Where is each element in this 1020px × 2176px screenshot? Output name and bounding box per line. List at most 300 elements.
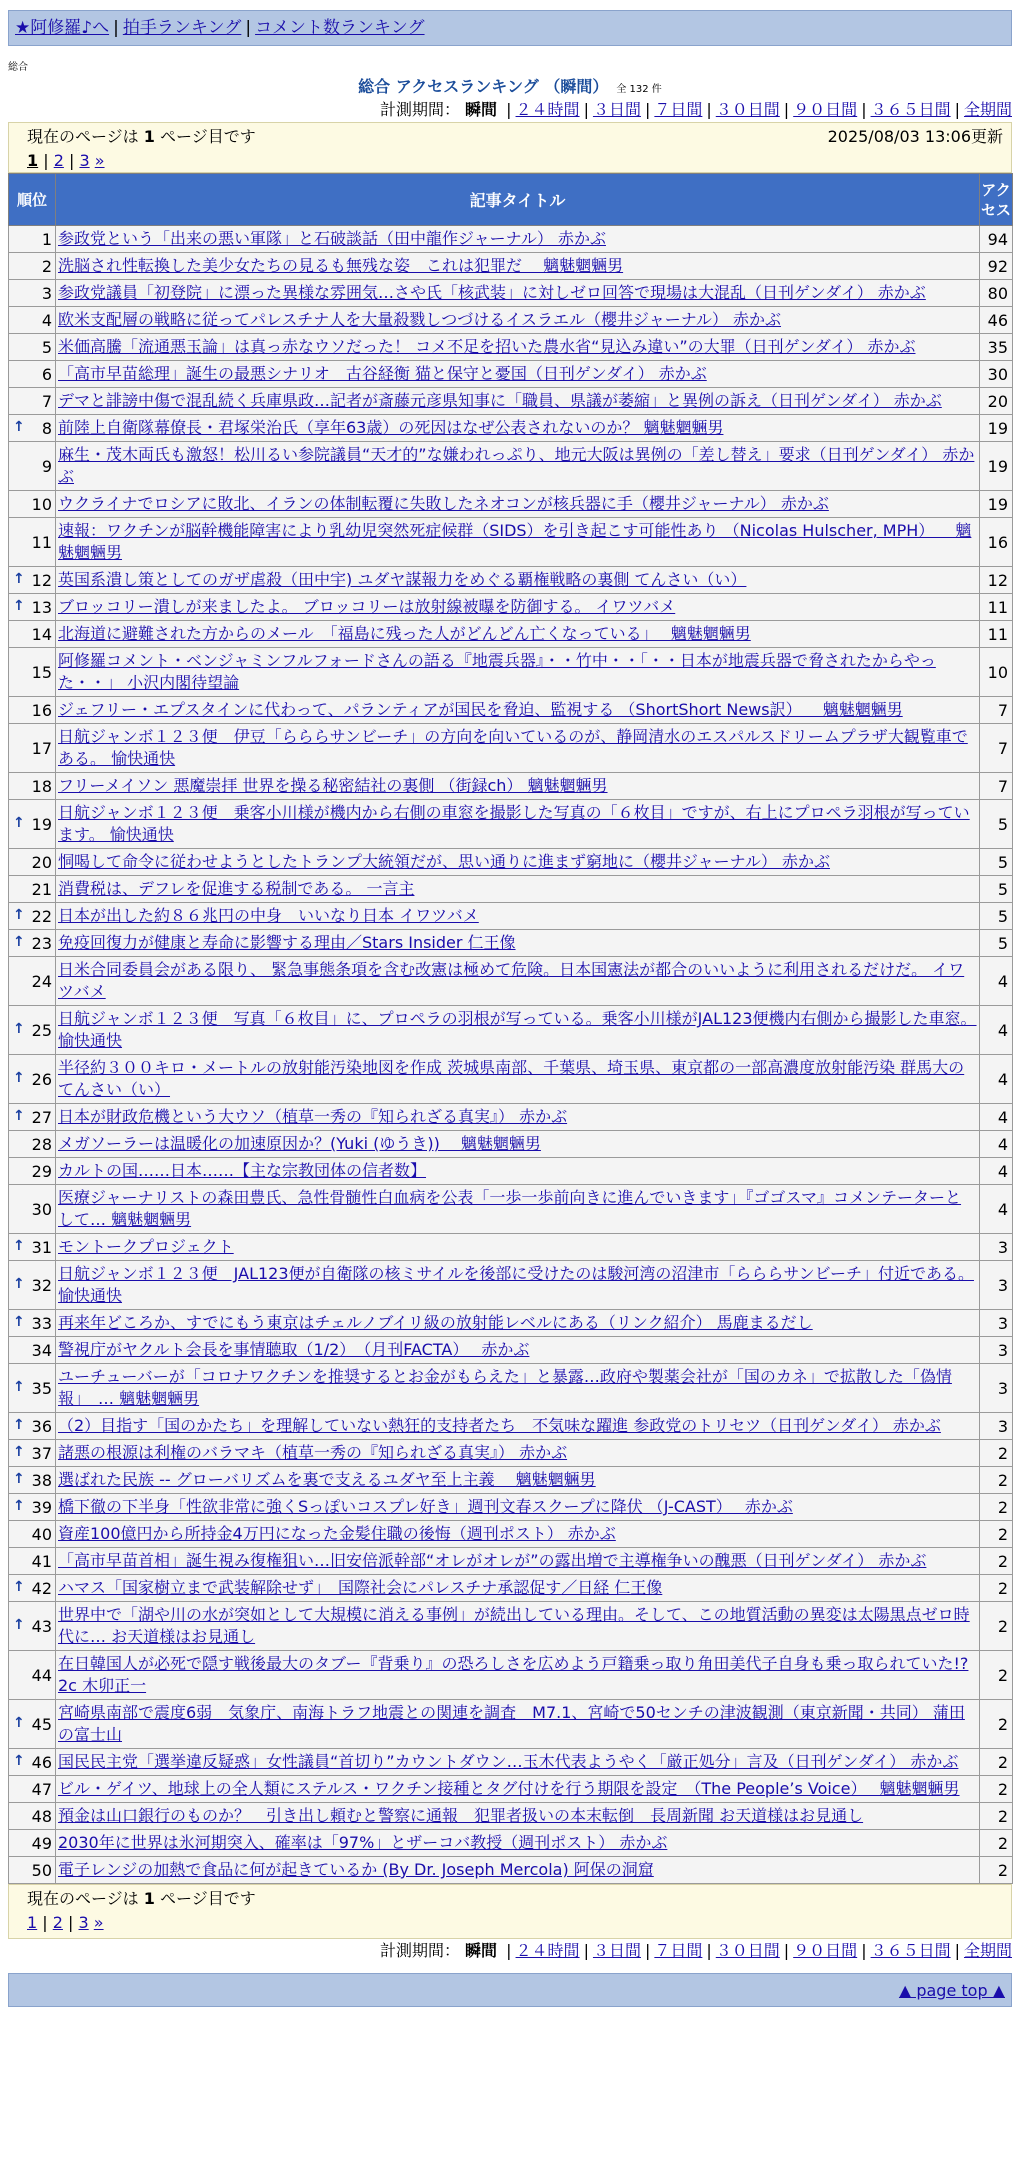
- up-arrow-icon: ↑: [13, 1416, 25, 1433]
- article-link[interactable]: 医療ジャーナリストの森田豊氏、急性骨髄性白血病を公表「一歩一歩前向きに進んでいきます」『ゴゴスマ』コメンテーターとして… 魑魅魍魎男: [58, 1188, 962, 1229]
- page-separator: |: [62, 1913, 79, 1932]
- rank-cell: [9, 307, 56, 334]
- title-cell: [56, 800, 980, 849]
- article-link[interactable]: 半径約３００キロ・メートルの放射能汚染地図を作成 茨城県南部、千葉県、埼玉県、東京都の一部高濃度放射能汚染 群馬大のてんさい（い）: [58, 1058, 965, 1099]
- period-separator: |: [706, 1941, 712, 1960]
- period-label: 計測期間：: [379, 1941, 460, 1960]
- rank-cell: [9, 648, 56, 697]
- rank-number: 9: [41, 456, 52, 476]
- table-row: [9, 876, 1013, 903]
- table-row: [9, 1006, 1013, 1055]
- article-link[interactable]: 消費税は、デフレを促進する税制である。 一言主: [58, 879, 415, 898]
- table-row: [9, 280, 1013, 307]
- rank-cell: [9, 1602, 56, 1651]
- access-count: 3: [980, 1337, 1013, 1364]
- access-count: 2: [980, 1602, 1013, 1651]
- current-page-link[interactable]: 1: [27, 1913, 38, 1932]
- article-link[interactable]: 選ばれた民族 -- グローバリズムを裏で支えるユダヤ至上主義 魑魅魍魎男: [58, 1470, 596, 1489]
- rank-number: 23: [31, 933, 52, 953]
- ranking-body: [9, 226, 1013, 1884]
- up-arrow-icon: ↑: [13, 906, 25, 923]
- table-row: [9, 307, 1013, 334]
- table-row: [9, 1440, 1013, 1467]
- rank-number: 24: [31, 971, 52, 991]
- rank-cell: [9, 1310, 56, 1337]
- footer-bar: [8, 1973, 1012, 2007]
- article-link[interactable]: 速報：ワクチンが脳幹機能障害により乳幼児突然死症候群（SIDS）を引き起こす可能性あり （Nicolas Hulscher, MPH） 魑魅魍魎男: [58, 521, 972, 562]
- article-link[interactable]: メガソーラーは温暖化の加速原因か？(Yuki (ゆうき)) 魑魅魍魎男: [58, 1134, 541, 1153]
- up-arrow-icon: ↑: [13, 418, 25, 435]
- table-row: [9, 1158, 1013, 1185]
- rank-number: 12: [31, 570, 52, 590]
- nav-separator: |: [113, 18, 119, 38]
- table-row: [9, 594, 1013, 621]
- article-link[interactable]: フリーメイソン 悪魔崇拝 世界を操る秘密結社の裏側 （街録ch） 魑魅魍魎男: [58, 776, 608, 795]
- up-arrow-icon: ↑: [13, 1443, 25, 1460]
- period-link[interactable]: ３０日間: [715, 100, 780, 119]
- title-cell: [56, 849, 980, 876]
- page-link[interactable]: 2: [53, 151, 64, 170]
- up-arrow-icon: ↑: [13, 1107, 25, 1124]
- access-count: 4: [980, 1104, 1013, 1131]
- title-cell: [56, 621, 980, 648]
- period-link[interactable]: ９０日間: [793, 100, 858, 119]
- rank-cell: [9, 567, 56, 594]
- title-cell: [56, 226, 980, 253]
- title-cell: [56, 1749, 980, 1776]
- article-link[interactable]: 諸悪の根源は利権のバラマキ（植草一秀の『知られざる真実』） 赤かぶ: [58, 1443, 568, 1462]
- access-count: 3: [980, 1413, 1013, 1440]
- rank-number: 14: [31, 624, 52, 644]
- title-row: [8, 76, 1012, 98]
- rank-cell: [9, 1521, 56, 1548]
- article-link[interactable]: 2030年に世界は氷河期突入、確率は「97%」とザーコバ教授（週刊ポスト） 赤かぶ: [58, 1833, 668, 1852]
- table-row: [9, 621, 1013, 648]
- title-cell: [56, 567, 980, 594]
- rank-number: 28: [31, 1134, 52, 1154]
- period-link[interactable]: 全期間: [963, 1941, 1012, 1960]
- table-row: [9, 1467, 1013, 1494]
- rank-cell: [9, 361, 56, 388]
- title-cell: [56, 724, 980, 773]
- up-arrow-icon: ↑: [13, 933, 25, 950]
- title-cell: [56, 415, 980, 442]
- table-row: [9, 957, 1013, 1006]
- title-cell: [56, 361, 980, 388]
- title-cell: [56, 1602, 980, 1651]
- rank-cell: [9, 280, 56, 307]
- up-arrow-icon: ↑: [13, 570, 25, 587]
- total-count: 全 132 件: [616, 84, 662, 95]
- rank-cell: [9, 1055, 56, 1104]
- period-separator: |: [506, 100, 512, 119]
- table-row: [9, 1413, 1013, 1440]
- rank-number: 21: [31, 879, 52, 899]
- rank-cell: [9, 1548, 56, 1575]
- table-row: [9, 1131, 1013, 1158]
- access-count: 2: [980, 1749, 1013, 1776]
- article-link[interactable]: ジェフリー・エプスタインに代わって、パランティアが国民を脅迫、監視する （ShortShort News訳） 魑魅魍魎男: [58, 700, 903, 719]
- article-link[interactable]: 英国系潰し策としてのガザ虐殺（田中宇) ユダヤ謀報力をめぐる覇権戦略の裏側 てんさい（い）: [58, 570, 747, 589]
- article-link[interactable]: 「高市早苗首相」誕生視み復権狙い…旧安倍派幹部“オレがオレが”の露出増で主導権争いの醜悪（日刊ゲンダイ） 赤かぶ: [58, 1551, 927, 1570]
- article-link[interactable]: 日航ジャンボ１２３便 写真「６枚目」に、プロペラの羽根が写っている。乗客小川様がJAL123便機内右側から撮影した車窓。 愉快通快: [58, 1009, 977, 1050]
- access-count: 2: [980, 1548, 1013, 1575]
- article-link[interactable]: 洗脳され性転換した美少女たちの見るも無残な姿 これは犯罪だ 魑魅魍魎男: [58, 256, 624, 275]
- article-link[interactable]: 日米合同委員会がある限り、 緊急事態条項を含む改憲は極めて危険。日本国憲法が都合のいいように利用されるだけだ。 イワツバメ: [58, 960, 965, 1001]
- rank-number: 22: [31, 906, 52, 926]
- table-row: [9, 1521, 1013, 1548]
- rank-number: 11: [31, 532, 52, 552]
- title-cell: [56, 1776, 980, 1803]
- rank-number: 33: [31, 1313, 52, 1333]
- period-link[interactable]: ２４時間: [515, 1941, 580, 1960]
- period-separator: |: [583, 1941, 589, 1960]
- title-cell: [56, 648, 980, 697]
- rank-number: 13: [31, 597, 52, 617]
- rank-cell: [9, 1006, 56, 1055]
- article-link[interactable]: カルトの国……日本……【主な宗教団体の信者数】: [58, 1161, 427, 1180]
- table-row: [9, 724, 1013, 773]
- title-cell: [56, 903, 980, 930]
- article-link[interactable]: 免疫回復力が健康と寿命に影響する理由／Stars Insider 仁王像: [58, 933, 516, 952]
- period-link[interactable]: ３６５日間: [870, 1941, 951, 1960]
- home-link[interactable]: ★阿修羅♪へ: [15, 18, 110, 38]
- period-separator: |: [506, 1941, 512, 1960]
- page-separator: |: [37, 1913, 53, 1932]
- period-separator: |: [583, 100, 589, 119]
- article-link[interactable]: ビル・ゲイツ、地球上の全人類にステルス・ワクチン接種とタグ付けを行う期限を設定 （The People’s Voice） 魑魅魍魎男: [58, 1779, 960, 1798]
- period-link[interactable]: ３６５日間: [870, 100, 951, 119]
- table-row: [9, 388, 1013, 415]
- access-count: 19: [980, 442, 1013, 491]
- table-row: [9, 1651, 1013, 1700]
- article-link[interactable]: 米価高騰「流通悪玉論」は真っ赤なウソだった！ コメ不足を招いた農水省“見込み違い”の大罪（日刊ゲンダイ） 赤かぶ: [58, 337, 916, 356]
- article-link[interactable]: 日本が財政危機という大ウソ（植草一秀の『知られざる真実』） 赤かぶ: [58, 1107, 568, 1126]
- up-arrow-icon: ↑: [13, 1714, 25, 1731]
- title-cell: [56, 1104, 980, 1131]
- access-count: 5: [980, 903, 1013, 930]
- rank-number: 32: [31, 1275, 52, 1295]
- table-row: [9, 1337, 1013, 1364]
- table-row: [9, 1261, 1013, 1310]
- comment-ranking-link[interactable]: コメント数ランキング: [255, 18, 425, 38]
- up-arrow-icon: ↑: [13, 1578, 25, 1595]
- rank-cell: [9, 1104, 56, 1131]
- article-link[interactable]: 宮崎県南部で震度6弱 気象庁、南海トラフ地震との関連を調査 M7.1、宮崎で50センチの津波観測（東京新聞・共同） 蒲田の富士山: [58, 1703, 965, 1744]
- access-count: 7: [980, 773, 1013, 800]
- article-link[interactable]: 資産100億円から所持金4万円になった金髪住職の後悔（週刊ポスト） 赤かぶ: [58, 1524, 616, 1543]
- period-separator: |: [954, 1941, 960, 1960]
- rank-number: 15: [31, 662, 52, 682]
- rank-number: 43: [31, 1616, 52, 1636]
- access-count: 5: [980, 876, 1013, 903]
- title-cell: [56, 442, 980, 491]
- access-count: 30: [980, 361, 1013, 388]
- rank-number: 8: [41, 418, 52, 438]
- rank-number: 34: [31, 1340, 52, 1360]
- rank-cell: [9, 1494, 56, 1521]
- table-row: [9, 253, 1013, 280]
- access-header: アクセス: [980, 174, 1013, 226]
- rank-number: 19: [31, 814, 52, 834]
- access-count: 94: [980, 226, 1013, 253]
- rank-number: 2: [41, 256, 52, 276]
- rank-number: 48: [31, 1806, 52, 1826]
- next-page-link[interactable]: »: [94, 151, 105, 170]
- table-row: [9, 361, 1013, 388]
- article-link[interactable]: 「高市早苗総理」誕生の最悪シナリオ 古谷経衡 猫と保守と憂国（日刊ゲンダイ） 赤かぶ: [58, 364, 707, 383]
- article-link[interactable]: 北海道に避難された方からのメール 「福島に残った人がどんどん亡くなっている」 魑魅魍魎男: [58, 624, 751, 643]
- rank-number: 1: [41, 229, 52, 249]
- article-link[interactable]: 欧米支配層の戦略に従ってパレスチナ人を大量殺戮しつづけるイスラエル（櫻井ジャーナル） 赤かぶ: [58, 310, 782, 329]
- table-row: [9, 1749, 1013, 1776]
- rank-number: 41: [31, 1551, 52, 1571]
- rank-cell: [9, 621, 56, 648]
- table-row: [9, 1857, 1013, 1884]
- title-cell: [56, 1261, 980, 1310]
- article-link[interactable]: ハマス「国家樹立まで武装解除せず」 国際社会にパレスチナ承認促す／日経 仁王像: [58, 1578, 663, 1597]
- rank-cell: [9, 226, 56, 253]
- rank-header: 順位: [9, 174, 56, 226]
- table-row: [9, 903, 1013, 930]
- period-link[interactable]: ３日間: [592, 1941, 641, 1960]
- title-cell: [56, 1131, 980, 1158]
- title-cell: [56, 1185, 980, 1234]
- rank-cell: [9, 849, 56, 876]
- article-link[interactable]: 世界中で「湖や川の水が突如として大規模に消える事例」が続出している理由。そして、この地質活動の異変は太陽黒点ゼロ時代に… お天道様はお見通し: [58, 1605, 970, 1646]
- table-row: [9, 800, 1013, 849]
- rank-cell: [9, 1364, 56, 1413]
- period-separator: |: [954, 100, 960, 119]
- title-cell: [56, 334, 980, 361]
- access-count: 7: [980, 697, 1013, 724]
- table-row: [9, 648, 1013, 697]
- up-arrow-icon: ↑: [13, 1275, 25, 1292]
- page-status: 現在のページは 1 ページ目です: [27, 127, 256, 146]
- title-cell: [56, 1575, 980, 1602]
- title-cell: [56, 1310, 980, 1337]
- title-cell: [56, 518, 980, 567]
- table-row: [9, 1830, 1013, 1857]
- article-link[interactable]: 警視庁がヤクルト会長を事情聴取（1/2） （月刊FACTA） 赤かぶ: [58, 1340, 530, 1359]
- rank-cell: [9, 1440, 56, 1467]
- article-link[interactable]: ユーチューバーが「コロナワクチンを推奨するとお金がもらえた」と暴露…政府や製薬会社が「国のカネ」で拡散した「偽情報」 … 魑魅魍魎男: [58, 1367, 952, 1408]
- up-arrow-icon: ↑: [13, 814, 25, 831]
- access-count: 92: [980, 253, 1013, 280]
- rank-number: 39: [31, 1497, 52, 1517]
- access-count: 3: [980, 1310, 1013, 1337]
- clap-ranking-link[interactable]: 拍手ランキング: [122, 18, 242, 38]
- title-cell: [56, 957, 980, 1006]
- article-link[interactable]: 日航ジャンボ１２３便 乗客小川様が機内から右側の車窓を撮影した写真の「６枚目」ですが、右上にプロペラ羽根が写っています。 愉快通快: [58, 803, 970, 844]
- current-page-link[interactable]: 1: [27, 151, 39, 170]
- title-cell: [56, 697, 980, 724]
- rank-cell: [9, 1185, 56, 1234]
- table-row: [9, 930, 1013, 957]
- rank-number: 47: [31, 1779, 52, 1799]
- up-arrow-icon: ↑: [13, 1752, 25, 1769]
- pager-bottom: [8, 1884, 1012, 1939]
- access-count: 2: [980, 1440, 1013, 1467]
- page-link[interactable]: 3: [79, 151, 90, 170]
- access-count: 46: [980, 307, 1013, 334]
- title-cell: [56, 1830, 980, 1857]
- article-link[interactable]: 恫喝して命令に従わせようとしたトランプ大統領だが、思い通りに進まず窮地に（櫻井ジャーナル） 赤かぶ: [58, 852, 830, 871]
- rank-cell: [9, 388, 56, 415]
- rank-number: 7: [41, 391, 52, 411]
- period-link[interactable]: ７日間: [654, 100, 703, 119]
- table-row: [9, 226, 1013, 253]
- article-link[interactable]: 阿修羅コメント・ベンジャミンフルフォードさんの語る『地震兵器』・・竹中・・「・・日本が地震兵器で脅されたからやった・・」 小沢内閣待望論: [58, 651, 936, 692]
- access-count: 3: [980, 1234, 1013, 1261]
- article-link[interactable]: ブロッコリー潰しが来ましたよ。 ブロッコリーは放射線被曝を防御する。 イワツバメ: [58, 597, 676, 616]
- title-cell: [56, 1364, 980, 1413]
- article-link[interactable]: 電子レンジの加熱で食品に何が起きているか (By Dr. Joseph Mercola) 阿保の洞窟: [58, 1860, 654, 1879]
- rank-cell: [9, 773, 56, 800]
- ranking-table: [8, 173, 1013, 1884]
- title-cell: [56, 1521, 980, 1548]
- period-link[interactable]: ９０日間: [793, 1941, 858, 1960]
- title-cell: [56, 930, 980, 957]
- page-link[interactable]: 2: [52, 1913, 63, 1932]
- rank-cell: [9, 697, 56, 724]
- rank-number: 35: [31, 1378, 52, 1398]
- rank-number: 30: [31, 1199, 52, 1219]
- period-separator: |: [706, 100, 712, 119]
- top-nav-bar: [8, 10, 1012, 46]
- title-cell: [56, 253, 980, 280]
- table-row: [9, 1234, 1013, 1261]
- article-link[interactable]: 再来年どころか、すでにもう東京はチェルノブイリ級の放射能レベルにある（リンク紹介） 馬鹿まるだし: [58, 1313, 813, 1332]
- period-link[interactable]: ３日間: [592, 100, 641, 119]
- title-cell: [56, 307, 980, 334]
- rank-number: 36: [31, 1416, 52, 1436]
- rank-number: 5: [41, 337, 52, 357]
- access-count: 16: [980, 518, 1013, 567]
- access-count: 5: [980, 930, 1013, 957]
- article-link[interactable]: 日航ジャンボ１２３便 伊豆「らららサンビーチ」の方向を向いているのが、静岡清水のエスパルスドリームプラザ大観覧車である。 愉快通快: [58, 727, 968, 768]
- period-links: [502, 100, 1012, 119]
- rank-number: 46: [31, 1752, 52, 1772]
- article-link[interactable]: （2）目指す「国のかたち」を理解していない熱狂的支持者たち 不気味な躍進 参政党のトリセツ（日刊ゲンダイ） 赤かぶ: [58, 1416, 941, 1435]
- rank-cell: [9, 1857, 56, 1884]
- article-link[interactable]: デマと誹謗中傷で混乱続く兵庫県政…記者が斎藤元彦県知事に「職員、県議が萎縮」と異例の訴え（日刊ゲンダイ） 赤かぶ: [58, 391, 942, 410]
- access-count: 4: [980, 957, 1013, 1006]
- access-count: 12: [980, 567, 1013, 594]
- page-separator: |: [63, 151, 80, 170]
- up-arrow-icon: ↑: [13, 597, 25, 614]
- title-cell: [56, 1548, 980, 1575]
- period-link[interactable]: ３０日間: [715, 1941, 780, 1960]
- article-link[interactable]: 預金は山口銀行のものか？ 引き出し頼むと警察に通報 犯罪者扱いの本末転倒 長周新聞 お天道様はお見通し: [58, 1806, 864, 1825]
- article-link[interactable]: ウクライナでロシアに敗北、イランの体制転覆に失敗したネオコンが核兵器に手（櫻井ジャーナル） 赤かぶ: [58, 494, 829, 513]
- article-link[interactable]: モントークプロジェクト: [58, 1237, 234, 1256]
- period-link[interactable]: ２４時間: [515, 100, 580, 119]
- page-link[interactable]: 3: [78, 1913, 89, 1932]
- rank-cell: [9, 1337, 56, 1364]
- article-link[interactable]: 国民民主党「選挙違反疑惑」女性議員“首切り”カウントダウン…玉木代表ようやく「厳正処分」言及（日刊ゲンダイ） 赤かぶ: [58, 1752, 959, 1771]
- page-top-link[interactable]: ▲ page top ▲: [898, 1981, 1005, 2000]
- article-link[interactable]: 麻生・茂木両氏も激怒！松川るい参院議員“天才的”な嫌われっぷり、地元大阪は異例の「差し替え」要求（日刊ゲンダイ） 赤かぶ: [58, 445, 975, 486]
- access-count: 5: [980, 800, 1013, 849]
- rank-number: 37: [31, 1443, 52, 1463]
- table-row: [9, 567, 1013, 594]
- title-cell: [56, 388, 980, 415]
- period-current: 瞬間: [465, 1941, 498, 1960]
- access-count: 3: [980, 1261, 1013, 1310]
- article-link[interactable]: 日本が出した約８６兆円の中身 いいなり日本 イワツバメ: [58, 906, 479, 925]
- title-cell: [56, 1651, 980, 1700]
- table-row: [9, 849, 1013, 876]
- title-cell: [56, 773, 980, 800]
- next-page-link[interactable]: »: [93, 1913, 104, 1932]
- title-cell: [56, 1234, 980, 1261]
- title-cell: [56, 1413, 980, 1440]
- title-cell: [56, 1494, 980, 1521]
- rank-cell: [9, 1413, 56, 1440]
- access-count: 4: [980, 1055, 1013, 1104]
- up-arrow-icon: ↑: [13, 1470, 25, 1487]
- access-count: 2: [980, 1700, 1013, 1749]
- access-count: 5: [980, 849, 1013, 876]
- article-link[interactable]: 橋下徹の下半身「性欲非常に強くSっぽいコスプレ好き」週刊文春スクープに降伏 （J-CAST） 赤かぶ: [58, 1497, 793, 1516]
- access-count: 19: [980, 491, 1013, 518]
- article-link[interactable]: 参政党議員「初登院」に漂った異様な雰囲気…さや氏「核武装」に対しゼロ回答で現場は大混乱（日刊ゲンダイ） 赤かぶ: [58, 283, 926, 302]
- rank-number: 17: [31, 738, 52, 758]
- article-link[interactable]: 参政党という「出来の悪い軍隊」と石破談話（田中龍作ジャーナル） 赤かぶ: [58, 229, 606, 248]
- period-current: 瞬間: [465, 100, 498, 119]
- rank-cell: [9, 1830, 56, 1857]
- rank-number: 44: [31, 1665, 52, 1685]
- period-separator: |: [783, 100, 790, 119]
- table-row: [9, 1700, 1013, 1749]
- period-link[interactable]: 全期間: [963, 100, 1012, 119]
- section-label: 総合: [8, 62, 28, 73]
- rank-cell: [9, 1700, 56, 1749]
- rank-number: 50: [31, 1860, 52, 1880]
- page-links-bottom: [27, 1911, 1003, 1935]
- article-link[interactable]: 前陸上自衛隊幕僚長・君塚栄治氏（享年63歳）の死因はなぜ公表されないのか？ 魑魅魍魎男: [58, 418, 724, 437]
- rank-cell: [9, 1467, 56, 1494]
- access-count: 80: [980, 280, 1013, 307]
- rank-cell: [9, 800, 56, 849]
- updated-time: 2025/08/03 13:06更新: [827, 127, 1003, 146]
- title-cell: [56, 1803, 980, 1830]
- title-cell: [56, 876, 980, 903]
- title-cell: [56, 1055, 980, 1104]
- up-arrow-icon: ↑: [13, 1378, 25, 1395]
- rank-number: 6: [41, 364, 52, 384]
- access-count: 3: [980, 1364, 1013, 1413]
- up-arrow-icon: ↑: [13, 1020, 25, 1037]
- period-separator: |: [861, 100, 867, 119]
- table-row: [9, 1055, 1013, 1104]
- access-count: 2: [980, 1494, 1013, 1521]
- table-row: [9, 1602, 1013, 1651]
- rank-cell: [9, 1158, 56, 1185]
- rank-cell: [9, 1651, 56, 1700]
- rank-cell: [9, 957, 56, 1006]
- table-row: [9, 697, 1013, 724]
- title-cell: [56, 1857, 980, 1884]
- up-arrow-icon: ↑: [13, 1497, 25, 1514]
- rank-cell: [9, 1261, 56, 1310]
- page-status-bottom: 現在のページは 1 ページ目です: [27, 1889, 256, 1908]
- article-link[interactable]: 在日韓国人が必死で隠す戦後最大のタブー『背乗り』の恐ろしさを広めよう戸籍乗っ取り角田美代子自身も乗っ取られていた!? 2c 木卯正一: [58, 1654, 969, 1695]
- title-cell: [56, 1158, 980, 1185]
- period-link[interactable]: ７日間: [654, 1941, 703, 1960]
- article-link[interactable]: 日航ジャンボ１２３便 JAL123便が自衛隊の核ミサイルを後部に受けたのは駿河湾の沼津市「らららサンビーチ」付近である。 愉快通快: [58, 1264, 974, 1305]
